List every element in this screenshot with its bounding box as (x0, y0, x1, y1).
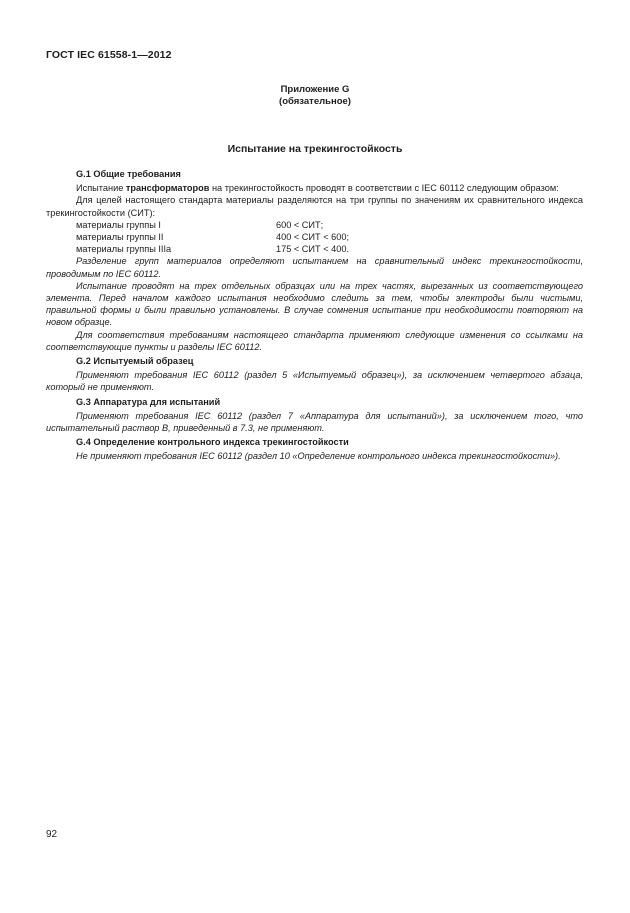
group-value: 600 < СИТ; (276, 219, 324, 230)
paragraph-g1-4: Испытание проводят на трех отдельных образцах или на трех частях, вырезанных из соответствующего элемента. Перед началом каждого испытания необходимо следить за тем, чтобы электроды были чистыми, правильной формы и были правильно установлены. В случае сомнения испытание при необходимости повторяют на новом образце. (46, 280, 583, 328)
group-value: 175 < СИТ < 400. (276, 244, 350, 255)
section-heading-g4: G.4 Определение контрольного индекса трекингостойкости (76, 437, 349, 448)
page-number: 92 (46, 829, 58, 840)
paragraph-g3-1: Применяют требования IEC 60112 (раздел 7 «Аппаратура для испытаний»), за исключением того, что испытательный раствор В, приведенный в 7.3, не применяют. (46, 410, 583, 434)
group-label: материалы группы IIIа (76, 244, 172, 255)
paragraph-g1-3: Разделение групп материалов определяют испытанием на сравнительный индекс трекингостойкости, проводимым по IEC 60112. (46, 256, 583, 279)
material-group-row (46, 219, 583, 231)
section-heading-g1: G.1 Общие требования (76, 169, 181, 179)
bold-text-run: трансформаторов (125, 183, 210, 194)
paragraph-g1-1 (46, 182, 583, 194)
annex-subtitle: (обязательное) (279, 96, 351, 107)
text-run: Испытание (76, 183, 126, 194)
material-group-row (46, 243, 583, 255)
section-heading-g3: G.3 Аппаратура для испытаний (76, 396, 221, 407)
text-run: на трекингостойкость проводят в соответствии с IEC 60112 следующим образом: (209, 183, 559, 194)
standard-header: ГОСТ IEC 61558-1—2012 (46, 49, 172, 61)
group-label: материалы группы II (76, 232, 164, 243)
paragraph-g4-1: Не применяют требования IEC 60112 (раздел 10 «Определение контрольного индекса трекингостойкости»). (76, 451, 561, 462)
material-group-row (46, 231, 583, 243)
group-value: 400 < СИТ < 600; (276, 232, 350, 243)
paragraph-g1-2: Для целей настоящего стандарта материалы разделяются на три группы по значениям их сравнительного индекса трекингостойкости (СИТ): (46, 195, 583, 218)
paragraph-g1-5: Для соответствия требованиям настоящего стандарта применяют следующие изменения со ссылками на соответствующие пункты и разделы IEC 60112. (46, 329, 583, 352)
section-heading-g2: G.2 Испытуемый образец (76, 356, 194, 367)
paragraph-g2-1: Применяют требования IEC 60112 (раздел 5 «Испытуемый образец»), за исключением четвертого абзаца, который не применяют. (46, 370, 583, 393)
document-body (46, 166, 583, 463)
annex-title: Приложение G (280, 84, 350, 95)
group-label: материалы группы I (76, 219, 161, 230)
page-title: Испытание на трекингостойкость (227, 143, 403, 155)
